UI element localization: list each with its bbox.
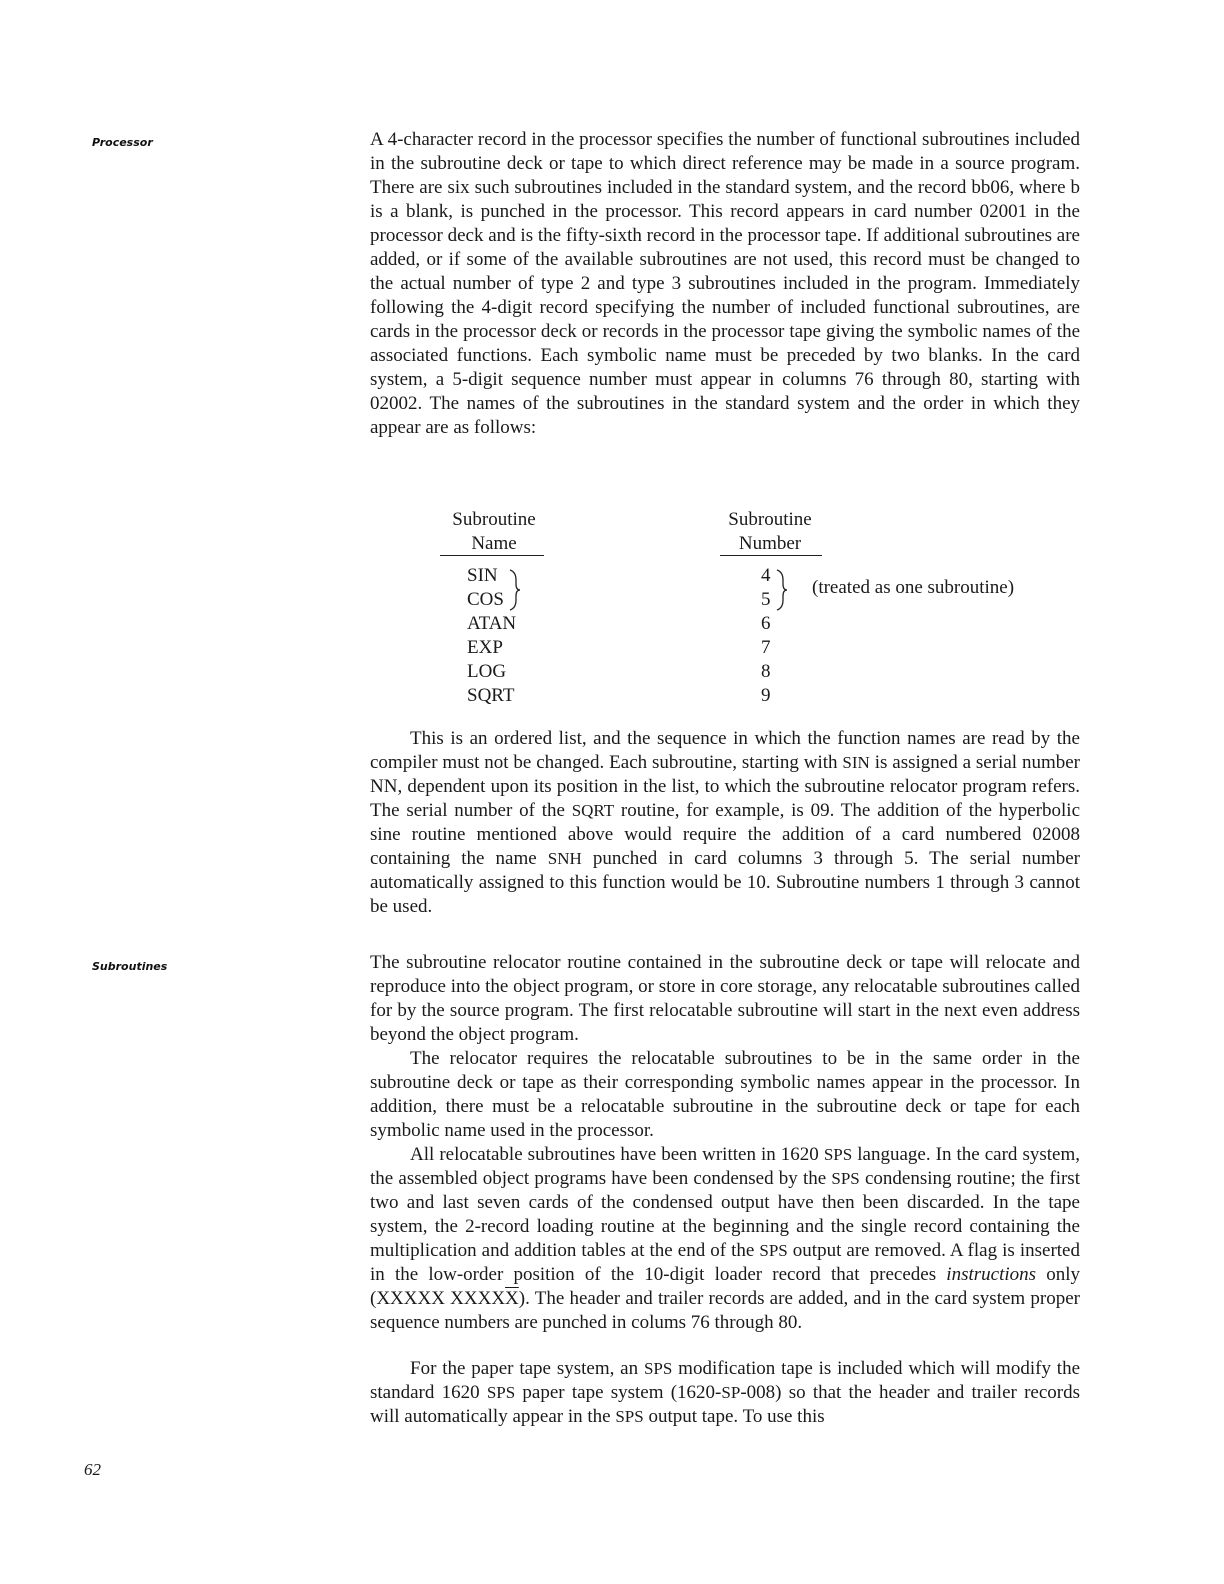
subroutines-paragraph-4: For the paper tape system, an SPS modification tape is included which will modify the standard 1620 SPS paper tape system (1620-SP-008) so that the header and trailer records will automatically appear in the SPS output tape. To use this bbox=[370, 1358, 1081, 1427]
table-cell-number: 5 bbox=[761, 589, 771, 610]
table-note: (treated as one subroutine) bbox=[812, 577, 1015, 598]
subroutines-paragraph-3: All relocatable subroutines have been written in 1620 SPS language. In the card system, the assembled object programs have been condensed by the SPS condensing routine; the first two and last seven cards of the condensed output have then been discarded. In the tape system, the 2-record loading routine at the beginning and the single record containing the multiplication and addition tables at the end of the SPS output are removed. A flag is inserted in the low-order position of the 10-digit loader record that precedes instructions only (XXXXX $XXXX\overline{X}$). The header and trailer records are added, and in the card system proper sequence numbers are punched in colums 76 through 80. bbox=[370, 1144, 1080, 1333]
sidebar-heading-processor: Processor bbox=[92, 136, 153, 149]
table-cell-number: 7 bbox=[761, 637, 771, 658]
table-header-name: Subroutine Name bbox=[452, 509, 536, 554]
table-cell-number: 9 bbox=[761, 685, 771, 706]
processor-paragraph-1: A 4-character record in the processor specifies the number of functional subroutines included in the subroutine deck or tape to which direct reference may be made in a source program. There are six such subroutines included in the standard system, and the record bb06, where b is a blank, is punched in the processor. This record appears in card number 02001 in the processor deck and is the fifty-sixth record in the processor tape. If additional subroutines are added, or if some of the available subroutines are not used, this record must be changed to the actual number of type 2 and type 3 subroutines included in the program. Immediately following the 4-digit record specifying the number of included functional subroutines, are cards in the processor deck or records in the processor tape giving the symbolic names of the associated functions. Each symbolic name must be preceded by two blanks. In the card system, a 5-digit sequence number must appear in columns 76 through 80, starting with 02002. The names of the subroutines in the standard system and the order in which they appear are as follows: bbox=[370, 129, 1080, 438]
table-cell-name: SIN bbox=[467, 565, 498, 586]
table-header-number: Subroutine Number bbox=[728, 509, 812, 554]
name-brace-icon bbox=[508, 568, 522, 612]
subroutines-paragraph-2: The relocator requires the relocatable subroutines to be in the same order in the subroutine deck or tape as their corresponding symbolic names appear in the processor. In addition, there must be a relocatable subroutine in the subroutine deck or tape for each symbolic name used in the processor. bbox=[370, 1048, 1080, 1141]
table-header-rule-name bbox=[440, 555, 544, 556]
table-cell-number: 6 bbox=[761, 613, 771, 634]
page-number: 62 bbox=[84, 1460, 101, 1479]
table-cell-name: COS bbox=[467, 589, 504, 610]
table-cell-number: 4 bbox=[761, 565, 771, 586]
table-cell-name: LOG bbox=[467, 661, 507, 682]
table-header-rule-number bbox=[720, 555, 822, 556]
sidebar-heading-subroutines: Subroutines bbox=[92, 960, 168, 973]
table-cell-name: EXP bbox=[467, 637, 503, 658]
subroutines-paragraph-1: The subroutine relocator routine contained in the subroutine deck or tape will relocate and reproduce into the object program, or store in core storage, any relocatable subroutines called for by the source program. The first relocatable subroutine will start in the next even address beyond the object program. bbox=[370, 952, 1080, 1045]
number-brace-icon bbox=[775, 568, 789, 612]
table-cell-name: SQRT bbox=[467, 685, 515, 706]
table-cell-name: ATAN bbox=[467, 613, 517, 634]
table-cell-number: 8 bbox=[761, 661, 771, 682]
processor-paragraph-2: This is an ordered list, and the sequence in which the function names are read by the compiler must not be changed. Each subroutine, starting with SIN is assigned a serial number NN, dependent upon its position in the list, to which the subroutine relocator program refers. The serial number of the SQRT routine, for example, is 09. The addition of the hyperbolic sine routine mentioned above would require the addition of a card numbered 02008 containing the name SNH punched in card columns 3 through 5. The serial number automatically assigned to this function would be 10. Subroutine numbers 1 through 3 cannot be used. bbox=[370, 728, 1081, 917]
